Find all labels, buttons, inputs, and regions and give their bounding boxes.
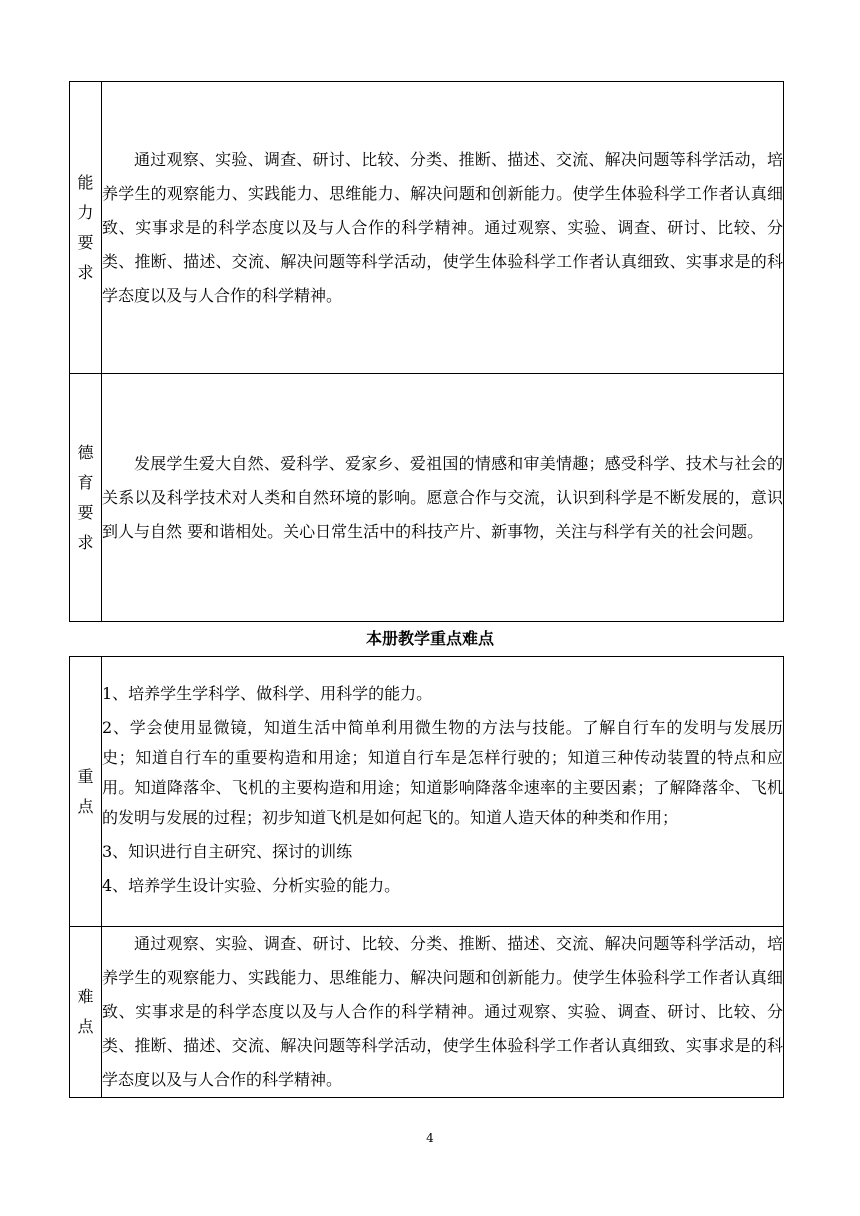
key-points-table <box>69 656 784 1098</box>
focus-item: 3、知识进行自主研究、探讨的训练 <box>102 841 353 861</box>
label-char: 力 <box>77 202 94 222</box>
focus-item: 4、培养学生设计实验、分析实验的能力。 <box>102 875 401 895</box>
section-title: 本册教学重点难点 <box>365 629 494 648</box>
ability-requirements-label <box>70 82 102 374</box>
ability-requirements-row <box>70 82 784 374</box>
focus-item: 2、学会使用显微镜，知道生活中简单利用微生物的方法与技能。了解自行车的发明与发展历史；知道自行车的重要构造和用途；知道自行车是怎样行驶的；知道三种传动装置的特点和应用。知道降落伞、飞机的主要构造和用途；知道影响降落伞速率的主要因素；了解降落伞、飞机的发明与发展的过程；初步知道飞机是如何起飞的。知道人造天体的种类和作用； <box>102 717 783 827</box>
focus-cell <box>102 657 784 927</box>
focus-label <box>70 657 102 927</box>
label-char: 求 <box>77 532 94 552</box>
label-char: 能 <box>77 172 94 192</box>
focus-row <box>70 657 784 927</box>
label-char: 德 <box>77 442 94 462</box>
page-number: 4 <box>426 1131 434 1145</box>
difficulty-text: 通过观察、实验、调查、研讨、比较、分类、推断、描述、交流、解决问题等科学活动，培养学生的观察能力、实践能力、思维能力、解决问题和创新能力。使学生体验科学工作者认真细致、实事求是的科学态度以及与人合作的科学精神。通过观察、实验、调查、研讨、比较、分类、推断、描述、交流、解决问题等科学活动，使学生体验科学工作者认真细致、实事求是的科学态度以及与人合作的科学精神。 <box>102 934 783 1089</box>
moral-requirements-text: 发展学生爱大自然、爱科学、爱家乡、爱祖国的情感和审美情趣；感受科学、技术与社会的关系以及科学技术对人类和自然环境的影响。愿意合作与交流，认识到科学是不断发展的，意识到人与自然 要和谐相处。关心日常生活中的科技产片、新事物，关注与科学有关的社会问题。 <box>102 453 783 541</box>
label-char: 要 <box>77 502 94 522</box>
label-char: 重 <box>77 766 94 786</box>
difficulty-label <box>70 927 102 1098</box>
ability-requirements-text: 通过观察、实验、调查、研讨、比较、分类、推断、描述、交流、解决问题等科学活动，培养学生的观察能力、实践能力、思维能力、解决问题和创新能力。使学生体验科学工作者认真细致、实事求是的科学态度以及与人合作的科学精神。通过观察、实验、调查、研讨、比较、分类、推断、描述、交流、解决问题等科学活动，使学生体验科学工作者认真细致、实事求是的科学态度以及与人合作的科学精神。 <box>102 149 783 305</box>
focus-item: 1、培养学生学科学、做科学、用科学的能力。 <box>102 683 433 703</box>
label-char: 点 <box>77 796 94 816</box>
label-char: 难 <box>77 987 94 1006</box>
moral-requirements-row <box>70 374 784 622</box>
difficulty-row <box>70 927 784 1098</box>
label-char: 点 <box>77 1017 94 1036</box>
difficulty-cell <box>102 927 784 1098</box>
moral-requirements-label <box>70 374 102 622</box>
label-char: 求 <box>77 262 94 282</box>
requirements-table <box>69 81 784 622</box>
ability-requirements-cell <box>102 82 784 374</box>
label-char: 要 <box>77 232 94 252</box>
label-char: 育 <box>77 472 94 492</box>
moral-requirements-cell <box>102 374 784 622</box>
